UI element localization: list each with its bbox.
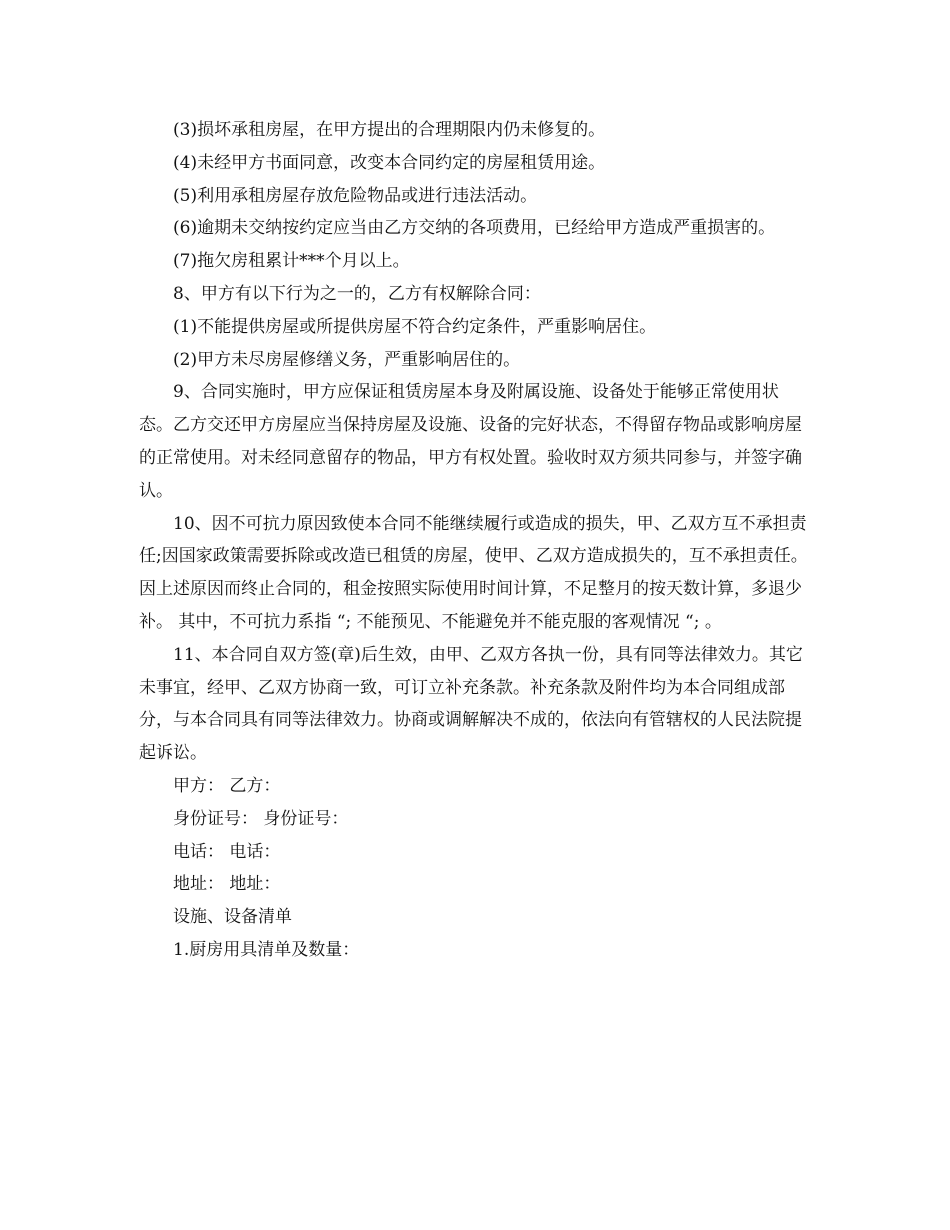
clause-7-4: (4)未经甲方书面同意，改变本合同约定的房屋租赁用途。 xyxy=(173,152,606,173)
clause-8-2: (2)甲方未尽房屋修缮义务，严重影响居住的。 xyxy=(173,349,521,370)
signature-parties: 甲方： 乙方： xyxy=(173,775,281,796)
signature-address: 地址： 地址： xyxy=(173,874,281,895)
clause-8-1: (1)不能提供房屋或所提供房屋不符合约定条件，严重影响居住。 xyxy=(173,316,657,337)
clause-7-7: (7)拖欠房租累计***个月以上。 xyxy=(173,251,410,272)
clause-7-6: (6)逾期未交纳按约定应当由乙方交纳的各项费用，已经给甲方造成严重损害的。 xyxy=(173,218,776,239)
document-body xyxy=(139,114,811,967)
clause-8: 8、甲方有以下行为之一的，乙方有权解除合同： xyxy=(173,283,541,304)
kitchen-list-item: 1.厨房用具清单及数量： xyxy=(173,939,360,960)
signature-id-number: 身份证号： 身份证号： xyxy=(173,808,349,829)
clause-7-3: (3)损坏承租房屋，在甲方提出的合理期限内仍未修复的。 xyxy=(173,120,606,140)
clause-7-5: (5)利用承租房屋存放危险物品或进行违法活动。 xyxy=(173,185,538,206)
clause-11: 11、本合同自双方签(章)后生效，由甲、乙双方各执一份，具有同等法律效力。其它未事宜，经甲、乙双方协商一致，可订立补充条款。补充条款及附件均为本合同组成部分，与本合同具有同等法律效力。协商或调解解决不成的，依法向有管辖权的人民法院提起诉讼。 xyxy=(139,644,803,764)
equipment-list-heading: 设施、设备清单 xyxy=(173,907,292,928)
clause-9: 9、合同实施时，甲方应保证租赁房屋本身及附属设施、设备处于能够正常使用状态。乙方交还甲方房屋应当保持房屋及设施、设备的完好状态，不得留存物品或影响房屋的正常使用。对未经同意留存的物品，甲方有权处置。验收时双方须共同参与，并签字确认。 xyxy=(139,382,802,501)
signature-phone: 电话： 电话： xyxy=(173,841,281,862)
clause-10: 10、因不可抗力原因致使本合同不能继续履行或造成的损失，甲、乙双方互不承担责任;因国家政策需要拆除或改造已租赁的房屋，使甲、乙双方造成损失的，互不承担责任。因上述原因而终止合同的，租金按照实际使用时间计算，不足整月的按天数计算，多退少补。 其中，不可抗力系指 “; 不能预见、不能避免并不能克服的客观情况 “; 。 xyxy=(139,513,808,632)
